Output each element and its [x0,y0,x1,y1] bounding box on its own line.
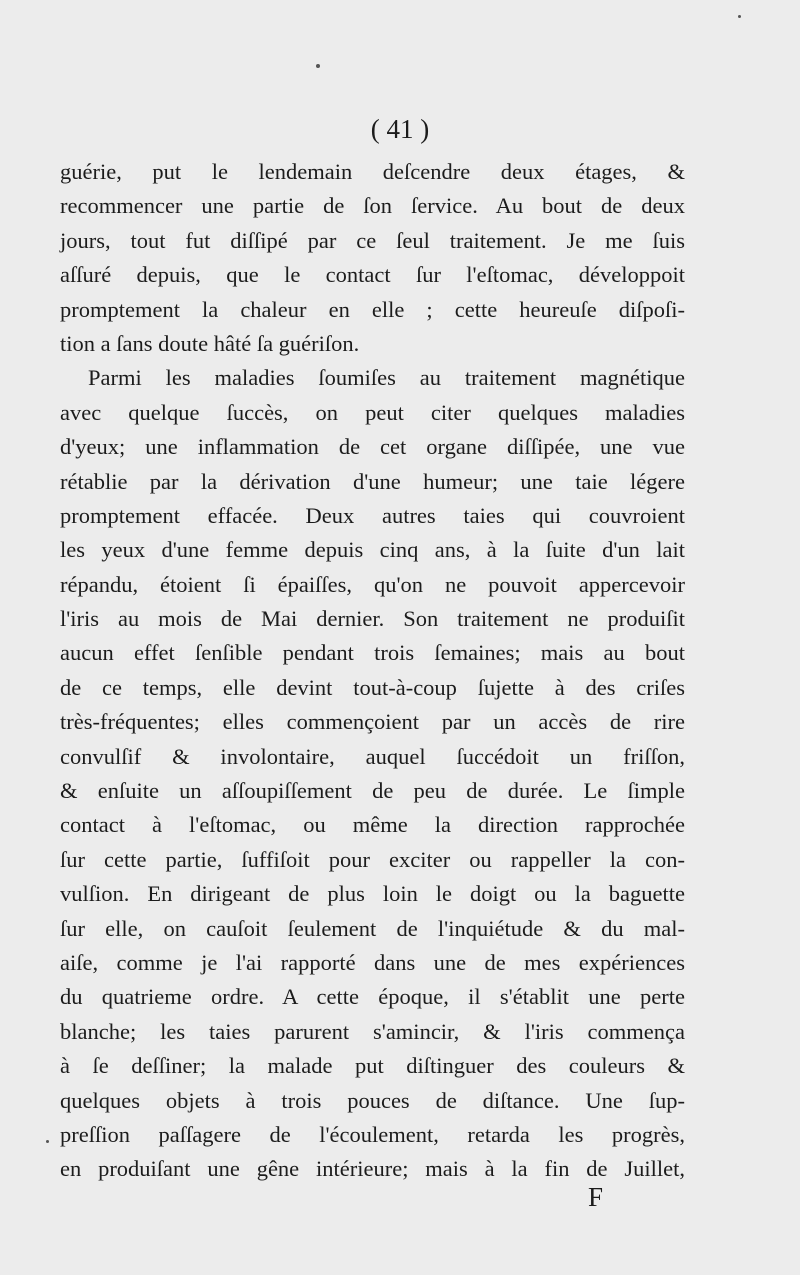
text-line: répandu, étoient ſi épaiſſes, qu'on ne pouvoit appercevoir [60,571,685,597]
text-line: avec quelque ſuccès, on peut citer quelques maladies [60,399,685,425]
text-line: en produiſant une gêne intérieure; mais à la fin de Juillet, [60,1156,685,1182]
text-line: rétablie par la dérivation d'une humeur; une taie légere [60,468,685,494]
text-line: quelques objets à trois pouces de diſtance. Une ſup- [60,1087,685,1113]
page-number: ( 41 ) [370,114,430,144]
signature-mark: F [588,1182,604,1212]
text-line: preſſion paſſagere de l'écoulement, retarda les progrès, [60,1121,685,1147]
text-line: d'yeux; une inflammation de cet organe diſſipée, une vue [60,434,685,460]
text-line: recommencer une partie de ſon ſervice. Au bout de deux [60,193,685,219]
text-line: promptement la chaleur en elle ; cette heureuſe diſpoſi- [60,296,685,322]
text-line: guérie, put le lendemain deſcendre deux étages, & [60,159,685,184]
text-line: les yeux d'une femme depuis cinq ans, à la ſuite d'un lait [60,537,685,563]
body-text [60,155,685,1187]
paper-speck [46,1140,49,1143]
paragraph-start-line: Parmi les maladies ſoumiſes au traitement magnétique [88,365,685,391]
text-line: & enſuite un aſſoupiſſement de peu de durée. Le ſimple [60,778,685,804]
text-line: vulſion. En dirigeant de plus loin le doigt ou la baguette [60,881,685,907]
text-line: aiſe, comme je l'ai rapporté dans une de mes expériences [60,949,685,975]
text-line: tion a ſans doute hâté ſa guériſon. [60,330,360,356]
text-line: l'iris au mois de Mai dernier. Son traitement ne produiſit [60,606,685,632]
paper-speck [738,15,741,18]
text-line: blanche; les taies parurent s'amincir, & l'iris commença [60,1018,685,1044]
text-line: de ce temps, elle devint tout-à-coup ſujette à des criſes [60,674,685,700]
text-line: jours, tout fut diſſipé par ce ſeul traitement. Je me ſuis [60,227,685,253]
text-line: très-fréquentes; elles commençoient par un accès de rire [60,709,685,735]
text-line: aucun effet ſenſible pendant trois ſemaines; mais au bout [60,640,685,666]
text-line: ſur cette partie, ſuffiſoit pour exciter ou rappeller la con- [60,846,685,872]
text-line: du quatrieme ordre. A cette époque, il s'établit une perte [60,984,685,1010]
text-line: aſſuré depuis, que le contact ſur l'eſtomac, développoit [60,262,685,288]
text-line: promptement effacée. Deux autres taies qui couvroient [60,502,685,528]
text-line: contact à l'eſtomac, ou même la direction rapprochée [60,812,685,838]
text-line: convulſif & involontaire, auquel ſuccédoit un friſſon, [60,743,685,769]
text-line: ſur elle, on cauſoit ſeulement de l'inquiétude & du mal- [60,915,685,941]
text-line: à ſe deſſiner; la malade put diſtinguer des couleurs & [60,1053,685,1079]
paper-speck [316,64,320,68]
